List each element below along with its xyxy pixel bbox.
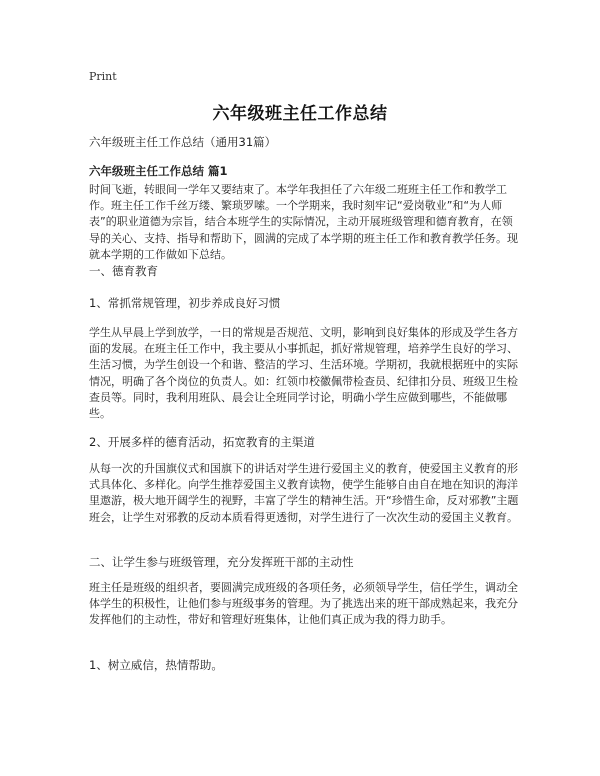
paragraph-class-management: 班主任是班级的组织者，要圆满完成班级的各项任务，必须领导学生，信任学生，调动全体学生的积极性，让他们参与班级事务的管理。为了挑选出来的班干部成熟起来，我充分发挥他们的主动性，带好和管理好班集体，让他们真正成为我的得力助手。 bbox=[89, 581, 518, 627]
heading-class-management: 二、让学生参与班级管理，充分发挥班干部的主动性 bbox=[89, 555, 354, 569]
paragraph-moral-activities: 从每一次的升国旗仪式和国旗下的讲话对学生进行爱国主义的教育，使爱国主义教育的形式具体化、多样化。向学生推荐爱国主义教育读物，使学生能够自由自在地在知识的海洋里遨游，极大地开阔学生的视野，丰富了学生的精神生活。开“珍惜生命，反对邪教”主题班会，让学生对邪教的反动本质看得更透彻，对学生进行了一次次生动的爱国主义教育。 bbox=[89, 462, 519, 524]
subheading-build-prestige: 1、树立威信，热情帮助。 bbox=[89, 658, 223, 672]
heading-moral-education: 一、德育教育 bbox=[89, 264, 158, 278]
subheading-moral-activities: 2、开展多样的德育活动，拓宽教育的主渠道 bbox=[89, 435, 315, 449]
section-title: 六年级班主任工作总结 篇1 bbox=[89, 164, 228, 178]
paragraph-routine-management: 学生从早晨上学到放学，一日的常规是否规范、文明，影响到良好集体的形成及学生各方面的发展。在班主任工作中，我主要从小事抓起，抓好常规管理，培养学生良好的学习、生活习惯，为学生创设一个和谐、整洁的学习、生活环境。学期初，我就根据班中的实际情况，明确了各个岗位的负责人。如：红领巾校徽佩带检查员、纪律扣分员、班级卫生检查员等。同时，我利用班队、晨会让全班同学讨论，明确小学生应做到哪些，不能做哪些。 bbox=[89, 326, 518, 421]
paragraph-intro: 时间飞逝，转眼间一学年又要结束了。本学年我担任了六年级二班班主任工作和教学工作。班主任工作千丝万缕、繁琐罗嗦。一个学期来，我时刻牢记“爱岗敬业”和“为人师表”的职业道德为宗旨，结合本班学生的实际情况，主动开展班级管理和德育教育，在领导的关心、支持、指导和帮助下，圆满的完成了本学期的班主任工作和教育教学任务。现就本学期的工作做如下总结。 bbox=[89, 183, 518, 261]
document-title: 六年级班主任工作总结 bbox=[212, 104, 388, 124]
subheading-routine-management: 1、常抓常规管理，初步养成良好习惯 bbox=[89, 296, 281, 310]
document-subtitle: 六年级班主任工作总结（通用31篇） bbox=[89, 135, 277, 149]
print-label[interactable]: Print bbox=[89, 70, 117, 83]
